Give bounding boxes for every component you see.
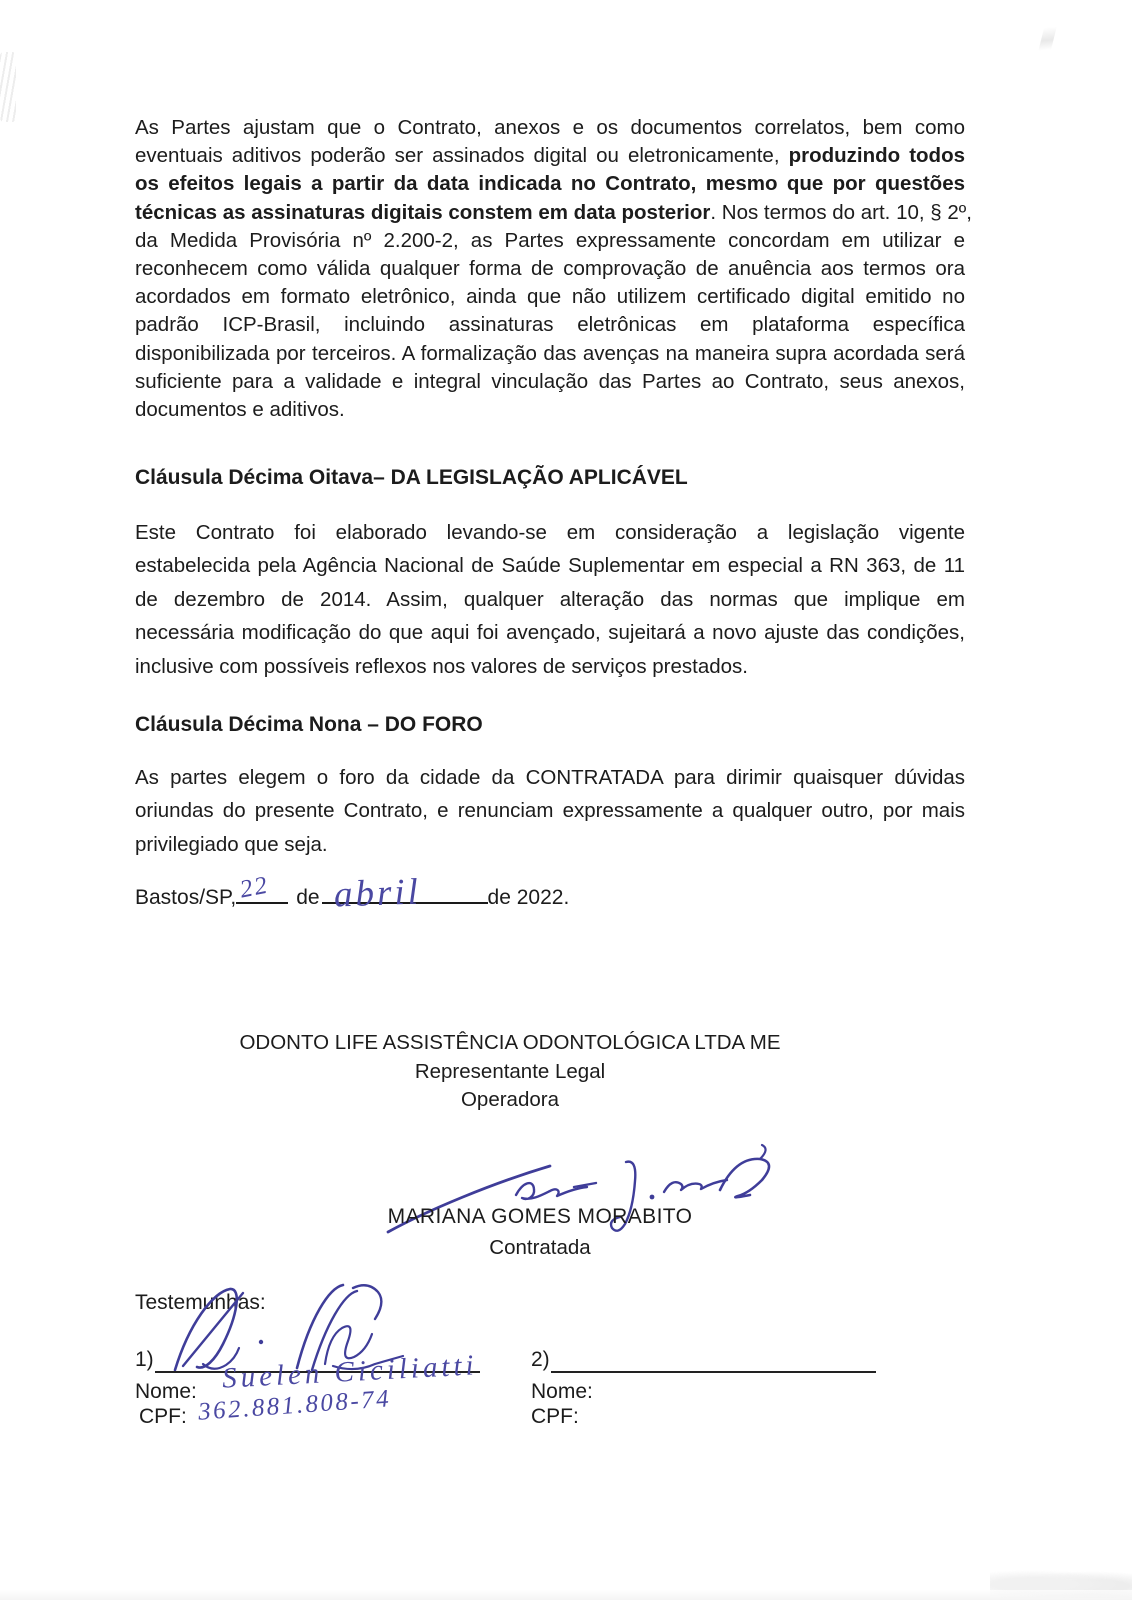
witness1-number: 1) [135,1348,154,1371]
text-line: os efeitos legais a partir da data indicada no Contrato, mesmo que por questões [135,172,965,196]
witness2-signature-line [551,1371,876,1373]
text-line: As Partes ajustam que o Contrato, anexos e os documentos correlatos, bem como [135,116,965,139]
text-line: reconhecem como válida qualquer forma de comprovação de anuência aos termos ora [135,256,965,280]
scan-artifact-bottom-band [0,1590,1132,1600]
handwritten-month: abril [332,871,422,916]
text-line: da Medida Provisória nº 2.200-2, as Partes expressamente concordam em utilizar e [135,228,965,252]
scan-artifact-top-right [1039,21,1058,53]
witness1-handwritten-cpf: 362.881.808-74 [197,1385,392,1426]
date-year-label: de 2022. [487,886,570,909]
text-line: suficiente para a validade e integral vinculação das Partes ao Contrato, seus anexos, [135,369,965,393]
operator-signature-block [135,1029,885,1115]
text-line: padrão ICP-Brasil, incluindo assinaturas eletrônicas em plataforma específica [135,313,965,337]
witness1-cpf-label: CPF: [139,1405,187,1428]
text-line: técnicas as assinaturas digitais constem em data posterior. Nos termos do art. 10, § 2º, [135,200,972,224]
date-de-label: de [296,886,320,909]
date-city-label: Bastos/SP, [135,886,237,909]
contractor-name: MARIANA GOMES MORABITO [387,1205,693,1228]
heading-clause-19: Cláusula Décima Nona – DO FORO [135,713,483,736]
text-line: necessária modificação do que aqui foi avençado, sujeitará a novo ajuste das condições, [135,621,965,645]
text-line: As partes elegem o foro da cidade da CONTRATADA para dirimir quaisquer dúvidas [135,766,965,789]
scan-artifact-left-edge [0,52,16,122]
text-line: Este Contrato foi elaborado levando-se em consideração a legislação vigente [135,521,965,544]
heading-clause-18: Cláusula Décima Oitava– DA LEGISLAÇÃO APLICÁVEL [135,466,688,489]
date-line [135,871,570,916]
witness1-handwritten-name: Suelen Ciciliatti [221,1349,479,1395]
witness2-name-label: Nome: [531,1380,593,1403]
text-line: acordados em formato eletrônico, ainda que não utilizem certificado digital emitido no [135,285,965,309]
witness2-cpf-label: CPF: [531,1405,579,1428]
text-line: estabelecida pela Agência Nacional de Saúde Suplementar em especial a RN 363, de 11 [135,554,965,578]
text-line: de dezembro de 2014. Assim, qualquer alteração das normas que implique em [135,587,965,611]
text-line: oriundas do presente Contrato, e renunciam expressamente a qualquer outro, por mais [135,799,965,823]
text-line: disponibilizada por terceiros. A formalização das avenças na maneira supra acordada será [135,341,965,365]
text-line: eventuais aditivos poderão ser assinados digital ou eletronicamente, produzindo todos [135,144,965,168]
date-month-blank [322,871,488,916]
paragraph-digital-signature-terms [135,114,972,424]
witnesses-label: Testemunhas: [135,1291,266,1314]
witness1-name-label: Nome: [135,1380,197,1403]
operator-role-line2: Operadora [460,1088,559,1111]
text-line: documentos e aditivos. [135,397,345,421]
text-line: inclusive com possíveis reflexos nos valores de serviços prestados. [135,654,748,678]
operator-company-name: ODONTO LIFE ASSISTÊNCIA ODONTOLÓGICA LTDA ME [239,1031,781,1054]
witness2-number: 2) [531,1348,550,1371]
paragraph-applicable-legislation [135,516,965,683]
contractor-role: Contratada [489,1236,591,1259]
operator-role-line1: Representante Legal [414,1059,606,1083]
paragraph-forum-clause [135,761,965,861]
handwritten-day: 22 [237,871,272,904]
text-line: privilegiado que seja. [135,832,328,856]
date-day-blank [236,871,288,904]
